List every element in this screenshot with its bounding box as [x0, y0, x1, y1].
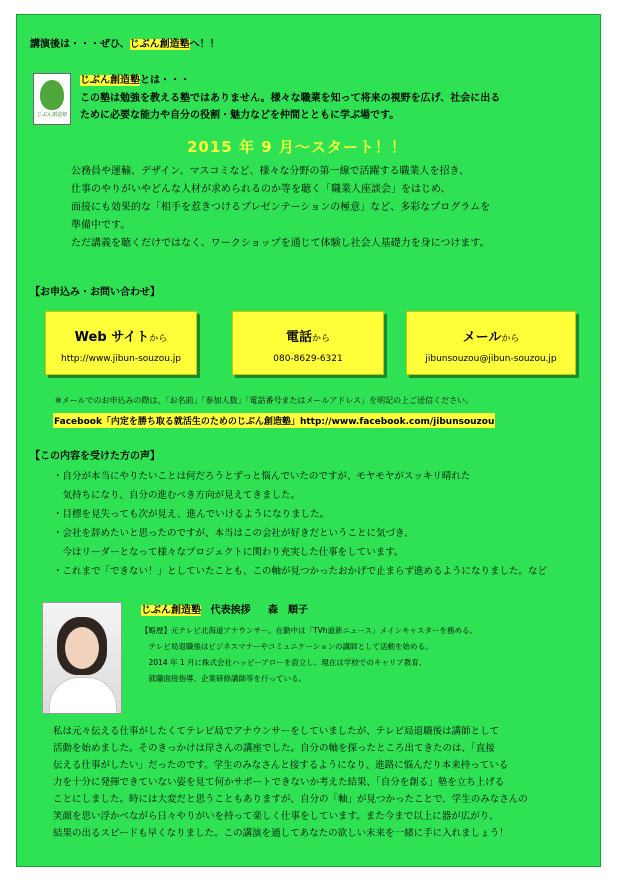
program-line: 仕事のやりがいやどんな人材が求められるのか等を聴く「職業人座談会」をはじめ、: [71, 184, 451, 195]
message-line: 笑顔を思い浮かべながら日々やりがいを持って楽しく仕事をしています。また今まで以上に器が広がり、: [53, 811, 499, 822]
program-line: 公務員や運輸、デザイン、マスコミなど、様々な分野の第一線で活躍する職業人を招き、: [71, 166, 470, 177]
contact-heading: 【お申込み・お問い合わせ】: [30, 287, 160, 298]
program-line: 面接にも効果的な「相手を惹きつけるプレゼンテーションの極意」など、多彩なプログラムを: [71, 202, 491, 213]
phone-contact-suffix: から: [312, 334, 331, 344]
bio-line: テレビ局退職後はビジネスマナーやコミュニケーションの講師として活動を始める。: [141, 642, 433, 651]
pear-icon: [40, 80, 64, 110]
flyer-page: [16, 14, 601, 867]
representative-heading: [141, 603, 308, 618]
web-contact-title-text: Web サイト: [74, 330, 150, 345]
contact-note: ※メールでのお申込みの際は、「お名前」「参加人数」「電話番号またはメールアドレス」を明記の上ご送信ください。: [55, 396, 474, 405]
message-line: 活動を始めました。そのきっかけは岸さんの講座でした。自分の軸を探ったところ出てきたのは、「直接: [53, 743, 495, 754]
voice-item: ・自分が本当にやりたいことは何だろうとずっと悩んでいたのですが、モヤモヤがスッキリ晴れた: [53, 471, 471, 482]
facebook-link[interactable]: http://www.facebook.com/jibunsouzou: [299, 417, 495, 427]
voice-item: 今はリーダーとなって様々なプロジェクトに関わり充実した仕事をしています。: [53, 547, 404, 558]
photo-body: [49, 677, 117, 714]
website-link[interactable]: http://www.jibun-souzou.jp: [61, 354, 181, 364]
representative-message: [53, 723, 528, 842]
message-line: 結果の出るスピードも早くなりました。この講演を通してあなたの欲しい未来を一緒に手に入れましょう！: [53, 828, 509, 839]
bio-line: 就職面接指導、企業研修講師等を行っている。: [141, 674, 306, 683]
message-line: 私は元々伝える仕事がしたくてテレビ局でアナウンサーをしていましたが、テレビ局退職後は講師として: [53, 726, 500, 737]
facebook-label: Facebook「内定を勝ち取る就活生のためのじぶん創造塾」: [54, 417, 300, 427]
about-line: この塾は勉強を教える塾ではありません。様々な職業を知って将来の視野を広げ、社会に出る: [80, 93, 501, 104]
representative-org: じぶん創造塾: [141, 605, 201, 616]
start-headline: 2015 年 9 月～スタート！！: [187, 138, 407, 156]
header-suffix: へ！！: [189, 39, 220, 50]
photo-face: [65, 627, 99, 669]
logo-text: じぶん創造塾: [36, 112, 67, 118]
representative-bio: [141, 623, 477, 687]
voice-item: ・これまで「できない！」としていたことも、この軸が見つかったおかげで止まらず進めるようになりました。など: [53, 566, 548, 577]
phone-contact-box[interactable]: [232, 311, 384, 375]
header-line: [30, 37, 220, 52]
web-contact-title: [46, 326, 196, 345]
voices-heading: 【この内容を受けた方の声】: [30, 451, 160, 462]
voice-item: 気持ちになり、自分の進むべき方向が見えてきました。: [53, 490, 301, 501]
mail-contact-title-text: メール: [462, 330, 502, 345]
mail-contact-box[interactable]: [406, 311, 576, 375]
school-logo: [33, 73, 71, 125]
header-prefix: 講演後は・・・ぜひ、: [30, 39, 130, 50]
facebook-line[interactable]: [53, 413, 495, 428]
voice-item: ・会社を辞めたいと思ったのですが、本当はこの会社が好きだということに気づき、: [53, 528, 414, 539]
header-highlight: じぶん創造塾: [129, 39, 190, 50]
voices-list: [53, 467, 547, 581]
program-line: ただ講義を聴くだけではなく、ワークショップを通じて体験し社会人基礎力を身につけます。: [71, 238, 490, 249]
email-link[interactable]: jibunsouzou@jibun-souzou.jp: [425, 354, 557, 364]
representative-photo: [42, 602, 122, 714]
phone-contact-title-text: 電話: [285, 330, 312, 345]
program-text: [71, 163, 490, 253]
voice-item: ・目標を見失っても次が見え、進んでいけるようになりました。: [53, 509, 330, 520]
about-title-highlight: じぶん創造塾: [80, 75, 140, 86]
web-contact-suffix: から: [149, 334, 168, 344]
message-line: 伝える仕事がしたい」だったのです。学生のみなさんと接するようになり、進路に悩んだり本来持っている: [53, 760, 509, 771]
about-line: ために必要な能力や自分の役割・魅力などを仲間とともに学ぶ場です。: [80, 110, 400, 121]
mail-contact-title: [407, 326, 575, 345]
representative-name: 森 順子: [267, 605, 308, 616]
phone-number[interactable]: 080-8629-6321: [273, 354, 343, 364]
about-title: [80, 73, 190, 88]
program-line: 準備中です。: [71, 220, 131, 231]
phone-contact-title: [233, 326, 383, 345]
about-title-suffix: とは・・・: [140, 75, 190, 86]
representative-role: 代表挨拶: [210, 605, 251, 616]
message-line: 力を十分に発揮できていない姿を見て何かサポートできないか考えた結果、「自分を創る」塾を立ち上げる: [53, 777, 505, 788]
bio-line: 2014 年 1 月に株式会社ハッピーアローを設立し、現在は学校でのキャリア教育、: [141, 658, 427, 667]
web-contact-box[interactable]: [45, 311, 197, 375]
bio-line: 【略歴】元テレビ北海道アナウンサー。在勤中は「TVh道新ニュース」メインキャスターを務める。: [141, 626, 477, 635]
message-line: ことにしました。時には大変だと思うこともありますが、自分の「軸」が見つかったことで、学生のみなさんの: [53, 794, 528, 805]
mail-contact-suffix: から: [501, 334, 520, 344]
about-text: [80, 90, 500, 124]
